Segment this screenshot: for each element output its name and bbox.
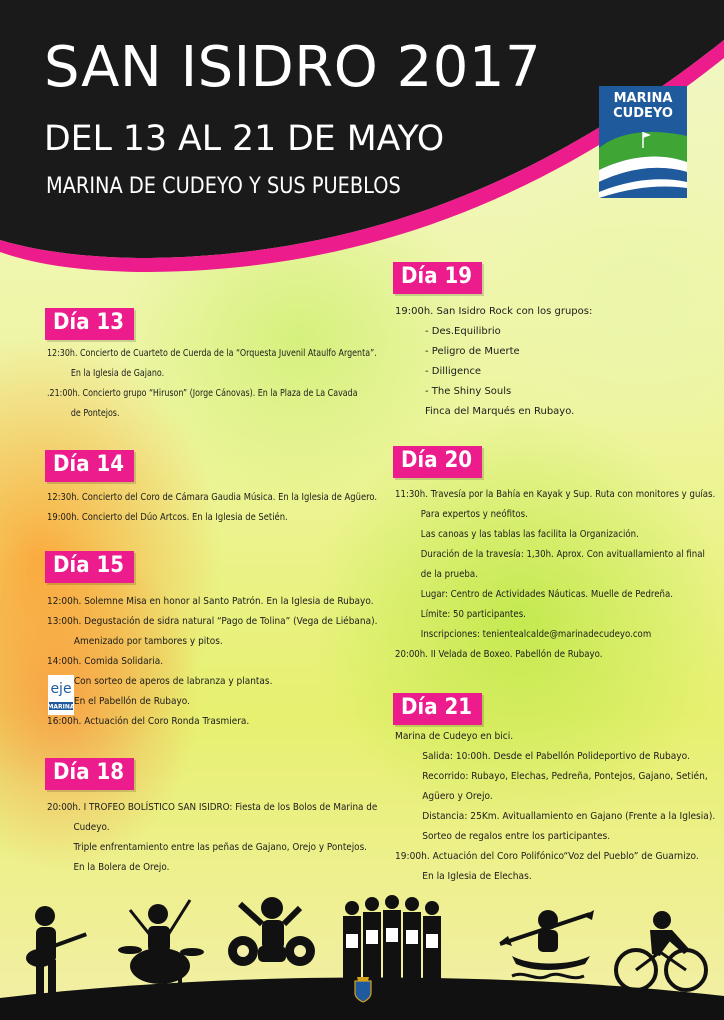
event-line: .21:00h. Concierto grupo “Hiruson” (Jorge Cánovas). En la Plaza de La Cavada	[47, 388, 358, 399]
event-line: Duración de la travesía: 1,30h. Aprox. Con avituallamiento al final	[420, 549, 705, 560]
day-14-events	[47, 488, 440, 528]
event-dates: DEL 13 AL 21 DE MAYO	[44, 119, 445, 159]
event-line: En el Pabellón de Rubayo.	[73, 696, 190, 707]
page-title: SAN ISIDRO 2017	[44, 35, 542, 100]
day-badge-18: Día 18	[45, 758, 134, 790]
event-line: Recorrido: Rubayo, Elechas, Pedreña, Pontejos, Gajano, Setién,	[422, 771, 708, 782]
logo-waves-icon	[599, 126, 687, 198]
event-line: En la Iglesia de Gajano.	[70, 368, 165, 379]
coat-of-arms-icon	[353, 975, 373, 1003]
event-line: 19:00h. Concierto del Dúo Artcos. En la Iglesia de Setién.	[47, 512, 288, 523]
event-line: de Pontejos.	[70, 408, 120, 419]
event-line: 14:00h. Comida Solidaria.	[47, 656, 164, 667]
day-18-events	[47, 798, 421, 878]
wheelchair-dancer-icon	[228, 897, 315, 966]
event-line: 20:00h. I TROFEO BOLÍSTICO SAN ISIDRO: Fiesta de los Bolos de Marina de	[47, 802, 378, 813]
event-line: 12:30h. Concierto del Coro de Cámara Gaudia Música. En la Iglesia de Agüero.	[47, 492, 378, 503]
event-line: 20:00h. II Velada de Boxeo. Pabellón de Rubayo.	[395, 649, 603, 660]
event-line: Las canoas y las tablas las facilita la Organización.	[420, 529, 639, 540]
day-badge-19: Día 19	[393, 262, 482, 294]
day-20-events	[395, 485, 724, 665]
logo-text	[599, 86, 687, 126]
cyclist-icon	[616, 911, 706, 990]
event-line: Salida: 10:00h. Desde el Pabellón Polideportivo de Rubayo.	[422, 751, 690, 762]
event-line: 16:00h. Actuación del Coro Ronda Trasmiera.	[47, 716, 250, 727]
kayaker-icon	[500, 910, 594, 978]
event-line: 12:30h. Concierto de Cuarteto de Cuerda de la “Orquesta Juvenil Ataulfo Argenta”.	[47, 348, 377, 359]
marina-cudeyo-logo	[599, 86, 687, 198]
event-line: Lugar: Centro de Actividades Náuticas. Muelle de Pedreña.	[420, 589, 674, 600]
event-line: Amenizado por tambores y pitos.	[73, 636, 223, 647]
logo-line-1: MARINA	[613, 91, 673, 106]
event-line: Con sorteo de aperos de labranza y plantas.	[73, 676, 273, 687]
event-line: 19:00h. Actuación del Coro Polifónico“Voz del Pueblo” de Guarnizo.	[395, 851, 699, 862]
event-line: 12:00h. Solemne Misa en honor al Santo Patrón. En la Iglesia de Rubayo.	[47, 596, 374, 607]
event-line: Cudeyo.	[73, 822, 110, 833]
day-15-events	[47, 592, 415, 732]
day-badge-14: Día 14	[45, 450, 134, 482]
event-line: Agüero y Orejo.	[422, 791, 493, 802]
event-line: Inscripciones: tenientealcalde@marinadecudeyo.com	[420, 629, 652, 640]
eje-logo-text: eje	[50, 681, 72, 697]
day-badge-13: Día 13	[45, 308, 134, 340]
event-line: 13:00h. Degustación de sidra natural “Pago de Tolina” (Vega de Liébana).	[47, 616, 378, 627]
guitarist-icon	[26, 906, 87, 996]
event-line: Triple enfrentamiento entre las peñas de Gajano, Orejo y Pontejos.	[73, 842, 367, 853]
eje-logo	[48, 675, 74, 715]
day-badge-15: Día 15	[45, 551, 134, 583]
day-19-events	[395, 302, 592, 422]
event-line: 11:30h. Travesía por la Bahía en Kayak y Sup. Ruta con monitores y guías.	[395, 489, 716, 500]
subtitle: MARINA DE CUDEYO Y SUS PUEBLOS	[46, 174, 401, 199]
day-21-events	[395, 727, 724, 887]
event-line: Para expertos y neófitos.	[420, 509, 528, 520]
eje-logo-sub: MARINA	[48, 703, 74, 711]
event-line: Distancia: 25Km. Avituallamiento en Gajano (Frente a la Iglesia).	[422, 811, 716, 822]
event-line: - The Shiny Souls	[425, 386, 512, 397]
eje-logo-icon	[48, 675, 74, 715]
event-line: - Dilligence	[425, 366, 482, 377]
drummer-icon	[118, 900, 204, 994]
event-line: Límite: 50 participantes.	[420, 609, 526, 620]
event-line: Finca del Marqués en Rubayo.	[425, 406, 575, 417]
event-line: de la prueba.	[420, 569, 478, 580]
day-badge-20: Día 20	[393, 446, 482, 478]
event-line: En la Iglesia de Elechas.	[422, 871, 532, 882]
logo-line-2: CUDEYO	[613, 106, 673, 121]
day-badge-21: Día 21	[393, 693, 482, 725]
event-line: Sorteo de regalos entre los participantes.	[422, 831, 611, 842]
event-line: - Des.Equilibrio	[425, 326, 501, 337]
event-line: Marina de Cudeyo en bici.	[395, 731, 514, 742]
event-line: - Peligro de Muerte	[425, 346, 520, 357]
event-line: 19:00h. San Isidro Rock con los grupos:	[395, 306, 593, 317]
event-line: En la Bolera de Orejo.	[73, 862, 170, 873]
